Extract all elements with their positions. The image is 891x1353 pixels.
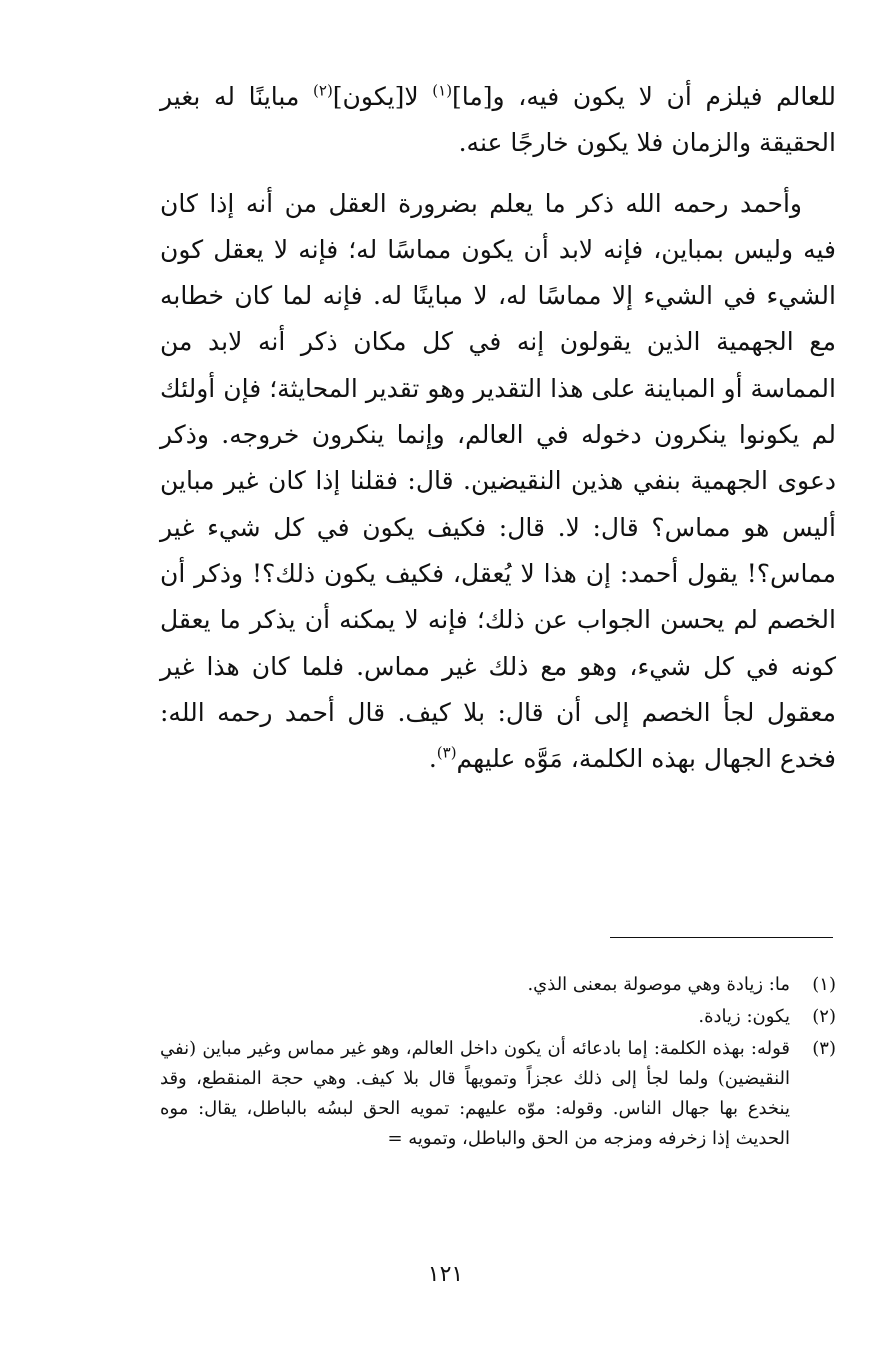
footnote-separator (610, 937, 833, 938)
footnote-text: ما: زيادة وهي موصولة بمعنى الذي. (527, 974, 790, 995)
para1-text-a: للعالم فيلزم أن لا يكون فيه، و[ما] (452, 82, 837, 111)
para1-text-c: مباينًا له بغير الحقيقة والزمان فلا يكون خارجًا عنه. (160, 82, 836, 158)
footnote-number: (١) (812, 974, 836, 995)
footnote-number: (٢) (812, 1006, 836, 1027)
footnote-3 (160, 1034, 836, 1154)
para2-text-b: . (428, 744, 437, 774)
main-text (160, 74, 836, 782)
page-number: ١٢١ (427, 1262, 464, 1287)
footnote-text: يكون: زيادة. (698, 1006, 790, 1027)
footnote-ref-3[interactable]: (٣) (436, 743, 457, 762)
footnote-1 (160, 970, 836, 1000)
para1-text-b: لا[يكون] (332, 82, 433, 111)
footnote-text: قوله: بهذه الكلمة: إما بادعائه أن يكون داخل العالم، وهو غير مماس وغير مباين (نفي النقيضين) ولما لجأ إلى ذلك عجزاً وتمويهاً قال بلا كيف. وهي حجة المنقطع، وقد ينخدع بها جهال الناس. وقوله: موّه عليهم: تمويه الحق لبسُه بالباطل، يقال: موه الحديث إذا زخرفه ومزجه من الحق والباطل، وتمويه = (160, 1038, 790, 1149)
footnotes (160, 970, 836, 1156)
paragraph-1 (160, 74, 836, 167)
para2-text-a: وأحمد رحمه الله ذكر ما يعلم بضرورة العقل من أنه إذا كان فيه وليس بمباين، فإنه لابد أن يكون مماسًا له؛ فإنه لا يعقل كون الشيء في الشيء إلا مماسًا له، لا مباينًا له. فإنه لما كان خطابه مع الجهمية الذين يقولون إنه في كل مكان ذكر أنه لابد من المماسة أو المباينة على هذا التقدير وهو تقدير المحايثة؛ فإن أولئك لم يكونوا ينكرون دخوله في العالم، وإنما ينكرون خروجه. وذكر دعوى الجهمية بنفي هذين النقيضين. قال: فقلنا إذا كان غير مباين أليس هو مماس؟ قال: لا. قال: فكيف يكون في كل شيء غير مماس؟! يقول أحمد: إن هذا لا يُعقل، فكيف يكون ذلك؟! وذكر أن الخصم لم يحسن الجواب عن ذلك؛ فإنه لا يمكنه أن يذكر ما يعقل كونه في كل شيء، وهو مع ذلك غير مماس. فلما كان هذا غير معقول لجأ الخصم إلى أن قال: بلا كيف. قال أحمد رحمه الله: فخدع الجهال بهذه الكلمة، مَوَّه عليهم (160, 188, 836, 774)
paragraph-2 (160, 181, 836, 783)
footnote-2 (160, 1002, 836, 1032)
footnote-number: (٣) (812, 1038, 836, 1059)
footnote-ref-1[interactable]: (١) (432, 81, 453, 100)
footnote-ref-2[interactable]: (٢) (313, 81, 333, 100)
